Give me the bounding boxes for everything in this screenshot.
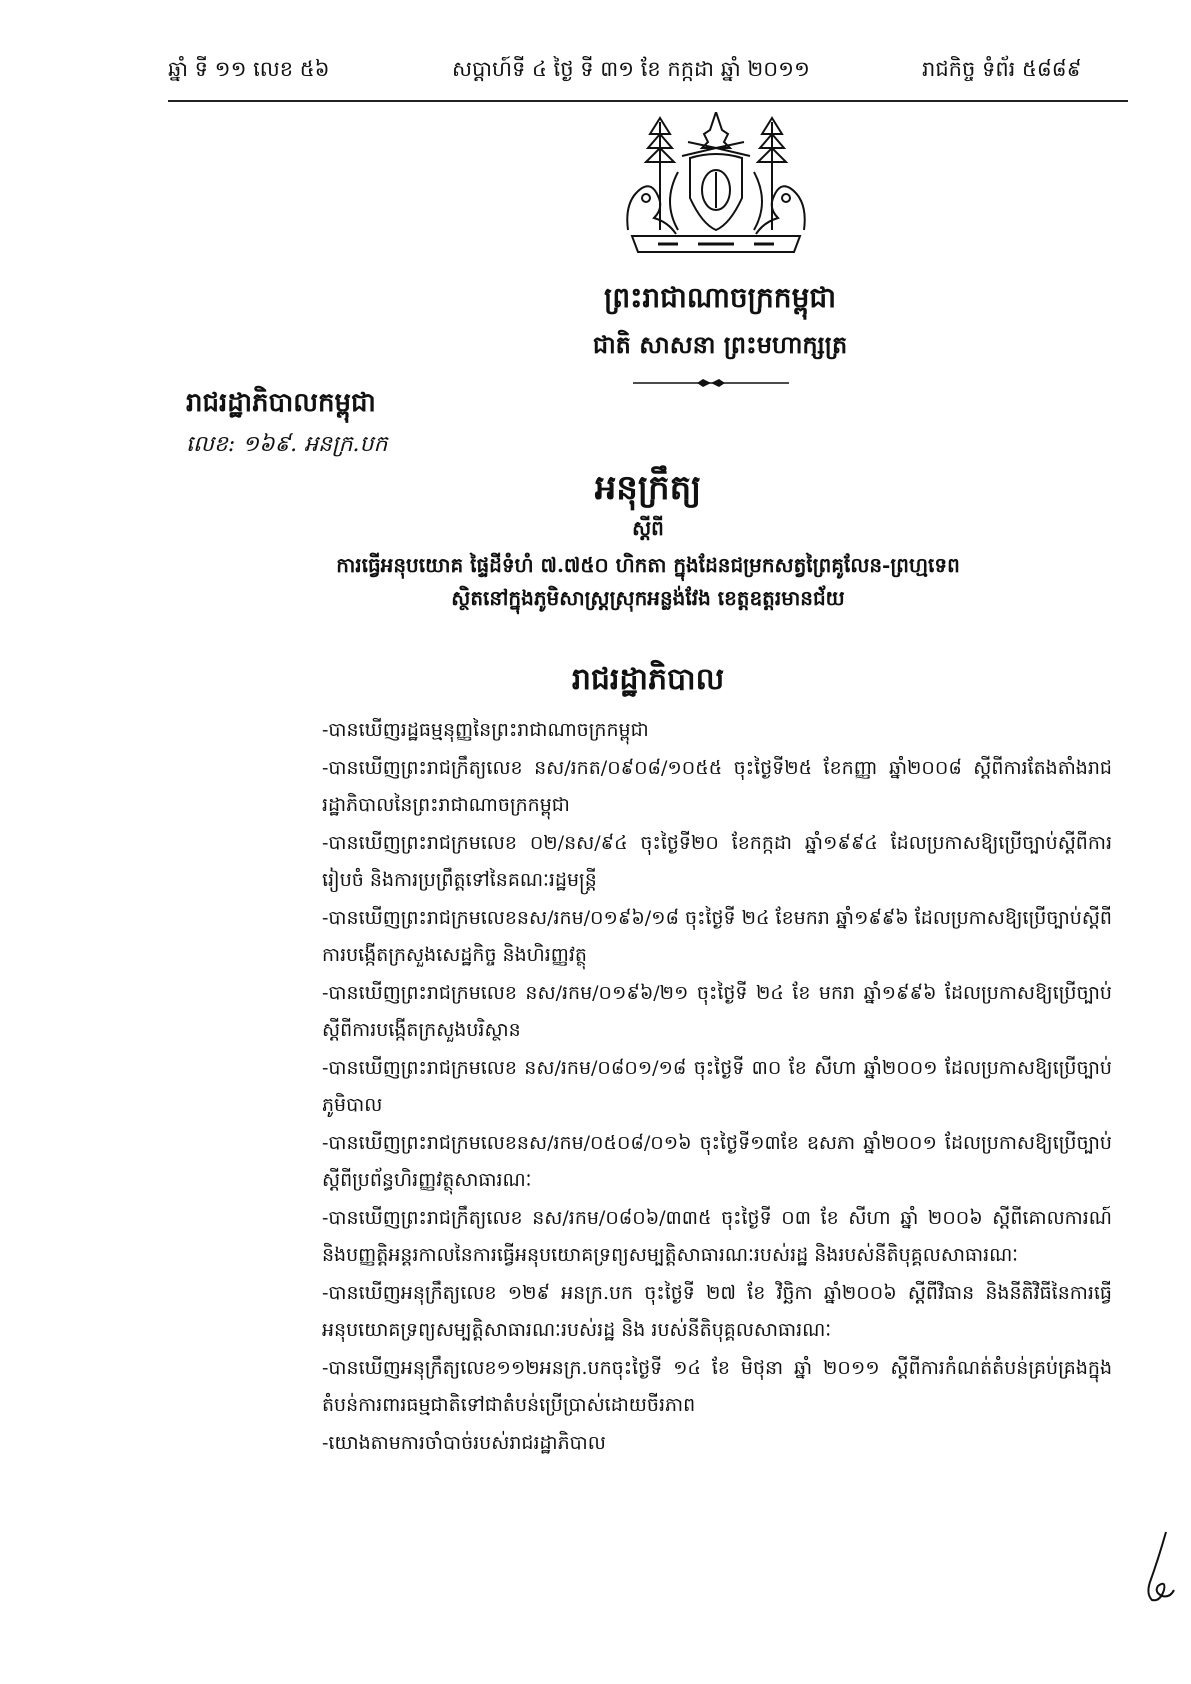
paragraph: -យោងតាមការចាំបាច់របស់រាជរដ្ឋាភិបាល [322,1431,606,1454]
paragraph: -បានឃើញព្រះរាជក្រឹត្យលេខ នស/រកម/០៨០៦/៣៣៥ ចុះថ្ងៃទី ០៣ ខែ សីហា ឆ្នាំ ២០០៦ ស្តីពីគោលការណ៍ និងបញ្ញត្តិអន្តរកាលនៃការធ្វើអនុបយោគទ្រព្យសម្បត្តិសាធារណៈរបស់រដ្ឋ និងរបស់នីតិបុគ្គលសាធារណៈ [322,1206,1112,1266]
paragraph: -បានឃើញព្រះរាជក្រឹត្យលេខ នស/រកត/០៩០៨/១០៥៥ ចុះថ្ងៃទី២៥ ខែកញ្ញា ឆ្នាំ២០០៨ ស្តីពីការតែងតាំងរាជរដ្ឋាភិបាលនៃព្រះរាជាណាចក្រកម្ពុជា [322,756,1112,816]
document-subject-line-1: ការធ្វើអនុបយោគ ផ្ទៃដីទំហំ ៧.៧៥០ ហិកតា ក្នុងដែនជម្រកសត្វព្រៃគូលែន-ព្រហ្មទេព [336,553,960,577]
issuer-name: រាជរដ្ឋាភិបាលកម្ពុជា [186,388,376,418]
gazette-page-number: រាជកិច្ច ទំព័រ ៥៨៨៩ [922,57,1082,81]
paragraph: -បានឃើញព្រះរាជក្រមលេខនស/រកម/០៥០៨/០១៦ ចុះថ្ងៃទី១៣ខែ ឧសភា ឆ្នាំ២០០១ ដែលប្រកាសឱ្យប្រើច្បាប់ស្តីពីប្រព័ន្ធហិរញ្ញវត្ថុសាធារណៈ [322,1131,1112,1191]
document-body [322,712,1112,1462]
paragraph: -បានឃើញព្រះរាជក្រមលេខនស/រកម/០១៩៦/១៨ ចុះថ្ងៃទី ២៤ ខែមករា ឆ្នាំ១៩៩៦ ដែលប្រកាសឱ្យប្រើច្បាប់ស្តីពីការបង្កើតក្រសួងសេដ្ឋកិច្ច និងហិរញ្ញវត្ថុ [322,906,1112,966]
kingdom-title: ព្រះរាជាណាចក្រកម្ពុជា [603,281,836,314]
issuing-authority: រាជរដ្ឋាភិបាល [571,662,725,697]
royal-emblem-icon [618,112,814,262]
header-rule [168,100,1128,102]
paragraph: -បានឃើញព្រះរាជក្រមលេខ ០២/នស/៩៤ ចុះថ្ងៃទី២០ ខែកក្កដា ឆ្នាំ១៩៩៤ ដែលប្រកាសឱ្យប្រើច្បាប់ស្តីពីការរៀបចំ និងការប្រព្រឹត្តទៅនៃគណៈរដ្ឋមន្ត្រី [322,831,1112,891]
document-subject-line-2: ស្ថិតនៅក្នុងភូមិសាស្ត្រស្រុកអន្លង់វែង ខេត្តឧត្តរមានជ័យ [451,586,845,610]
paragraph: -បានឃើញព្រះរាជក្រមលេខ នស/រកម/០៨០១/១៨ ចុះថ្ងៃទី ៣០ ខែ សីហា ឆ្នាំ២០០១ ដែលប្រកាសឱ្យប្រើច្បាប់ភូមិបាល [322,1056,1112,1116]
document-type: អនុក្រឹត្យ [594,468,702,508]
ornament-divider-icon [633,378,789,388]
document-about: ស្តីពី [632,516,664,540]
issue-date: សប្តាហ៍ទី ៤ ថ្ងៃ ទី ៣១ ខែ កក្កដា ឆ្នាំ ២០១១ [452,57,810,81]
issue-number: ឆ្នាំ ទី ១១ លេខ ៥៦ [168,57,330,81]
kingdom-motto: ជាតិ សាសនា ព្រះមហាក្សត្រ [592,330,848,359]
initials-signature-icon [1136,1530,1178,1605]
paragraph: -បានឃើញរដ្ឋធម្មនុញ្ញនៃព្រះរាជាណាចក្រកម្ពុជា [322,719,649,741]
paragraph: -បានឃើញអនុក្រឹត្យលេខ១១២អនក្រ.បកចុះថ្ងៃទី ១៤ ខែ មិថុនា ឆ្នាំ ២០១១ ស្តីពីការកំណត់តំបន់គ្រប់គ្រងក្នុងតំបន់ការពារធម្មជាតិទៅជាតំបន់ប្រើប្រាស់ដោយចីរភាព [322,1356,1112,1416]
paragraph: -បានឃើញអនុក្រឹត្យលេខ ១២៩ អនក្រ.បក ចុះថ្ងៃទី ២៧ ខែ វិច្ឆិកា ឆ្នាំ២០០៦ ស្តីពីវិធាន និងនីតិវិធីនៃការធ្វើអនុបយោគទ្រព្យសម្បត្តិសាធារណៈរបស់រដ្ឋ និង របស់នីតិបុគ្គលសាធារណៈ [322,1281,1112,1341]
paragraph: -បានឃើញព្រះរាជក្រមលេខ នស/រកម/០១៩៦/២១ ចុះថ្ងៃទី ២៤ ខែ មករា ឆ្នាំ១៩៩៦ ដែលប្រកាសឱ្យប្រើច្បាប់ ស្តីពីការបង្កើតក្រសួងបរិស្ថាន [322,981,1112,1041]
reference-number: លេខ: ១៦៩. អនក្រ.បក [186,432,388,457]
